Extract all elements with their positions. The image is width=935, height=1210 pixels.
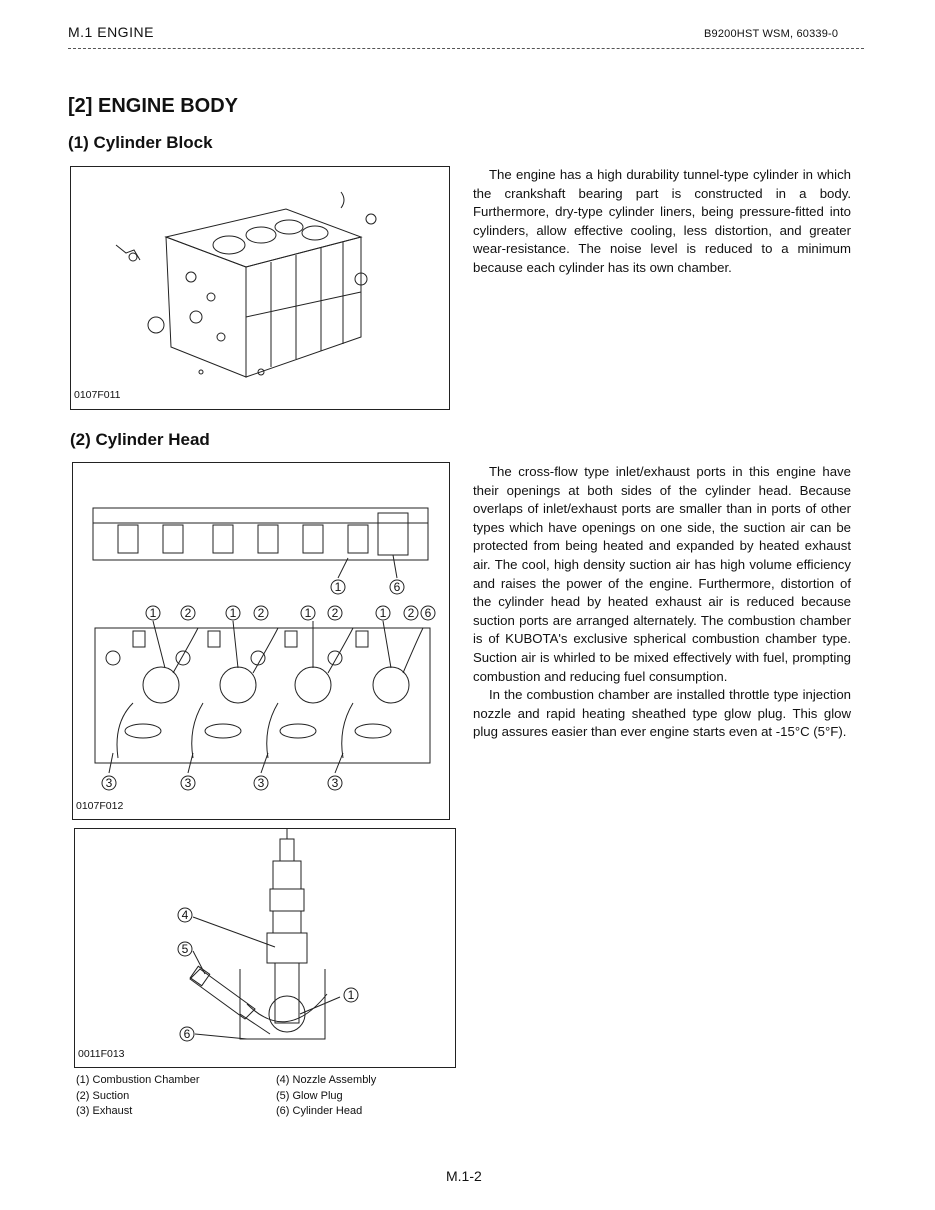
callout-2-b: 2 <box>257 606 265 620</box>
cylinder-head-figure-code-1: 0107F012 <box>76 800 124 812</box>
legend-item: (2) Suction <box>76 1089 130 1102</box>
callout-6-nozzle: 6 <box>183 1027 191 1041</box>
callout-6-b: 6 <box>424 606 432 620</box>
nozzle-illustration <box>75 829 455 1067</box>
callout-1-c: 1 <box>304 606 312 620</box>
nozzle-figure-code: 0011F013 <box>78 1048 125 1060</box>
callout-5: 5 <box>181 942 189 956</box>
legend-item: (1) Combustion Chamber <box>76 1074 200 1086</box>
callout-6-top: 6 <box>393 580 401 594</box>
callout-3-d: 3 <box>331 776 339 790</box>
cylinder-block-illustration <box>71 167 449 409</box>
callout-3-c: 3 <box>257 776 265 790</box>
cylinder-head-text-1: The cross-flow type inlet/exhaust ports in this engine have their openings at both sides of the cylinder head. Because overlaps of inlet/exhaust ports are smaller than in ports of other types which have openings on one side, the suction air can be protected from being heated and expanded by heated exhaust air. The cool, high density suction air has high volume efficiency and raises the power of the engine. Furthermore, distortion of the cylinder head by heated exhaust air is reduced because suction ports are arranged alternately. The combustion chamber is of KUBOTA's exclusive spherical combustion chamber type. Suction air is whirled to be mixed effectively with fuel, prompting combustion and reducing fuel consumption. <box>473 464 851 684</box>
callout-2-a: 2 <box>184 606 192 620</box>
section-title: [2] ENGINE BODY <box>68 95 239 117</box>
callout-3-a: 3 <box>105 776 113 790</box>
cylinder-block-figure-code: 0107F011 <box>74 389 121 401</box>
cylinder-block-figure <box>70 166 450 410</box>
cylinder-head-illustration <box>73 463 449 819</box>
cylinder-head-text-2: In the combustion chamber are installed throttle type injection nozzle and rapid heating sheathed type glow plug. This glow plug assures easier than ever engine starts even at -15°C (5°F). <box>473 687 851 740</box>
legend-item: (5) Glow Plug <box>276 1089 343 1102</box>
legend-item: (3) Exhaust <box>76 1105 133 1117</box>
header-section-label: M.1 ENGINE <box>68 24 154 40</box>
cylinder-head-text-block <box>473 463 851 742</box>
legend-item: (6) Cylinder Head <box>276 1105 363 1117</box>
callout-3-b: 3 <box>184 776 192 790</box>
callout-1-b: 1 <box>229 606 237 620</box>
legend-item: (4) Nozzle Assembly <box>276 1074 377 1086</box>
callout-2-d: 2 <box>407 606 415 620</box>
callout-1-d: 1 <box>379 606 387 620</box>
nozzle-figure <box>74 828 456 1068</box>
callout-2-c: 2 <box>331 606 339 620</box>
callout-1-top: 1 <box>334 580 342 594</box>
cylinder-block-text: The engine has a high durability tunnel-type cylinder in which the crankshaft bearing part is constructed in a body. Furthermore, dry-type cylinder liners, being pressure-fitted into cylinders, allow effective cooling, less distortion, and greater wear-resistance. The noise level is reduced to a minimum because each cylinder has its own chamber. <box>473 167 851 275</box>
header-doc-code: B9200HST WSM, 60339-0 <box>704 28 839 40</box>
page-number: M.1-2 <box>446 1168 482 1184</box>
cylinder-head-title: (2) Cylinder Head <box>70 430 210 449</box>
legend-right <box>276 1073 376 1120</box>
callout-1-nozzle: 1 <box>347 988 355 1002</box>
legend-left <box>76 1073 200 1120</box>
header-rule <box>68 48 864 49</box>
callout-1-a: 1 <box>149 606 157 620</box>
cylinder-block-title: (1) Cylinder Block <box>68 133 213 152</box>
callout-4: 4 <box>181 908 189 922</box>
cylinder-head-figure <box>72 462 450 820</box>
